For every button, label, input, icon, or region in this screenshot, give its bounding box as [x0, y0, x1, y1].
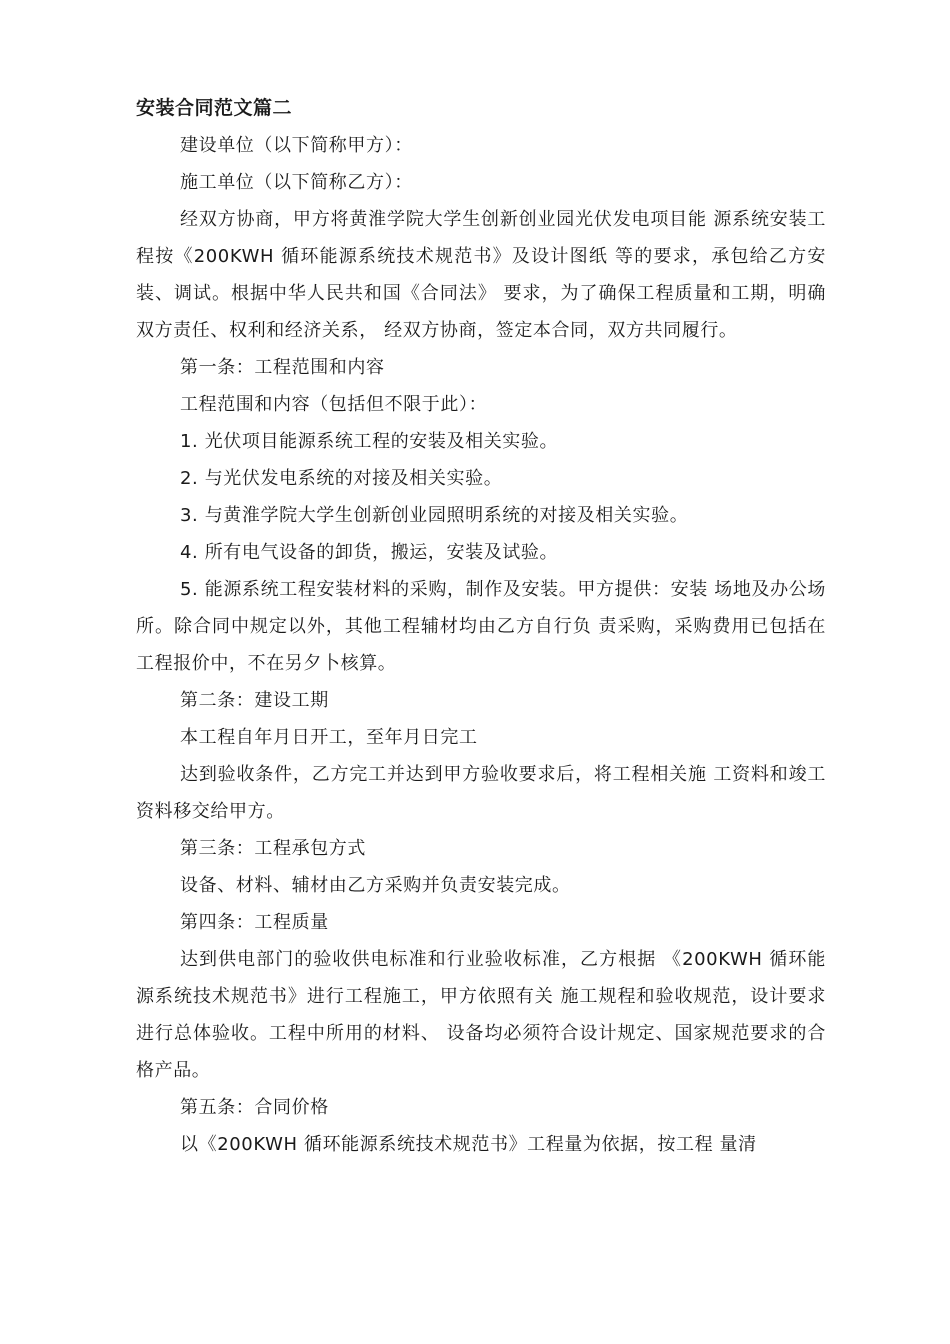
- list-item-3: 3. 与黄淮学院大学生创新创业园照明系统的对接及相关实验。: [180, 505, 689, 526]
- section-heading-4: 第四条：工程质量: [180, 912, 329, 933]
- section-heading-3: 第三条：工程承包方式: [180, 838, 366, 859]
- list-item-1: 1. 光伏项目能源系统工程的安装及相关实验。: [180, 431, 559, 452]
- section-heading-5: 第五条：合同价格: [180, 1097, 329, 1118]
- list-item-4: 4. 所有电气设备的卸货，搬运，安装及试验。: [180, 542, 559, 563]
- paragraph-contracting: 设备、材料、辅材由乙方采购并负责安装完成。: [180, 875, 571, 896]
- list-item-2: 2. 与光伏发电系统的对接及相关实验。: [180, 468, 503, 489]
- section-heading-2: 第二条：建设工期: [180, 690, 329, 711]
- document-title: 安装合同范文篇二: [136, 97, 293, 119]
- paragraph-schedule: 本工程自年月日开工，至年月日完工: [180, 727, 478, 748]
- paragraph-preamble: 经双方协商，甲方将黄淮学院大学生创新创业园光伏发电项目能 源系统安装工程按《200KWH 循环能源系统技术规范书》及设计图纸 等的要求，承包给乙方安装、调试。根据中华人民共和国《合同法》 要求，为了确保工程质量和工期，明确双方责任、权利和经济关系， 经双方协商，签定本合同，双方共同履行。: [136, 209, 826, 341]
- section-heading-1: 第一条：工程范围和内容: [180, 357, 385, 378]
- paragraph-price: 以《200KWH 循环能源系统技术规范书》工程量为依据，按工程 量清: [180, 1134, 757, 1155]
- paragraph-party-a: 建设单位（以下简称甲方）：: [180, 135, 413, 156]
- paragraph-party-b: 施工单位（以下简称乙方）：: [180, 172, 413, 193]
- paragraph-acceptance: 达到验收条件，乙方完工并达到甲方验收要求后，将工程相关施 工资料和竣工资料移交给甲方。: [136, 764, 826, 822]
- document-body: [136, 90, 826, 1163]
- list-item-5: 5. 能源系统工程安装材料的采购，制作及安装。甲方提供：安装 场地及办公场所。除合同中规定以外，其他工程辅材均由乙方自行负 责采购，采购费用已包括在工程报价中，不在另夕卜核算。: [136, 579, 826, 674]
- paragraph-quality: 达到供电部门的验收供电标准和行业验收标准，乙方根据 《200KWH 循环能源系统技术规范书》进行工程施工，甲方依照有关 施工规程和验收规范，设计要求进行总体验收。工程中所用的材料、 设备均必须符合设计规定、国家规范要求的合格产品。: [136, 949, 826, 1081]
- paragraph-scope-intro: 工程范围和内容（包括但不限于此）：: [180, 394, 488, 415]
